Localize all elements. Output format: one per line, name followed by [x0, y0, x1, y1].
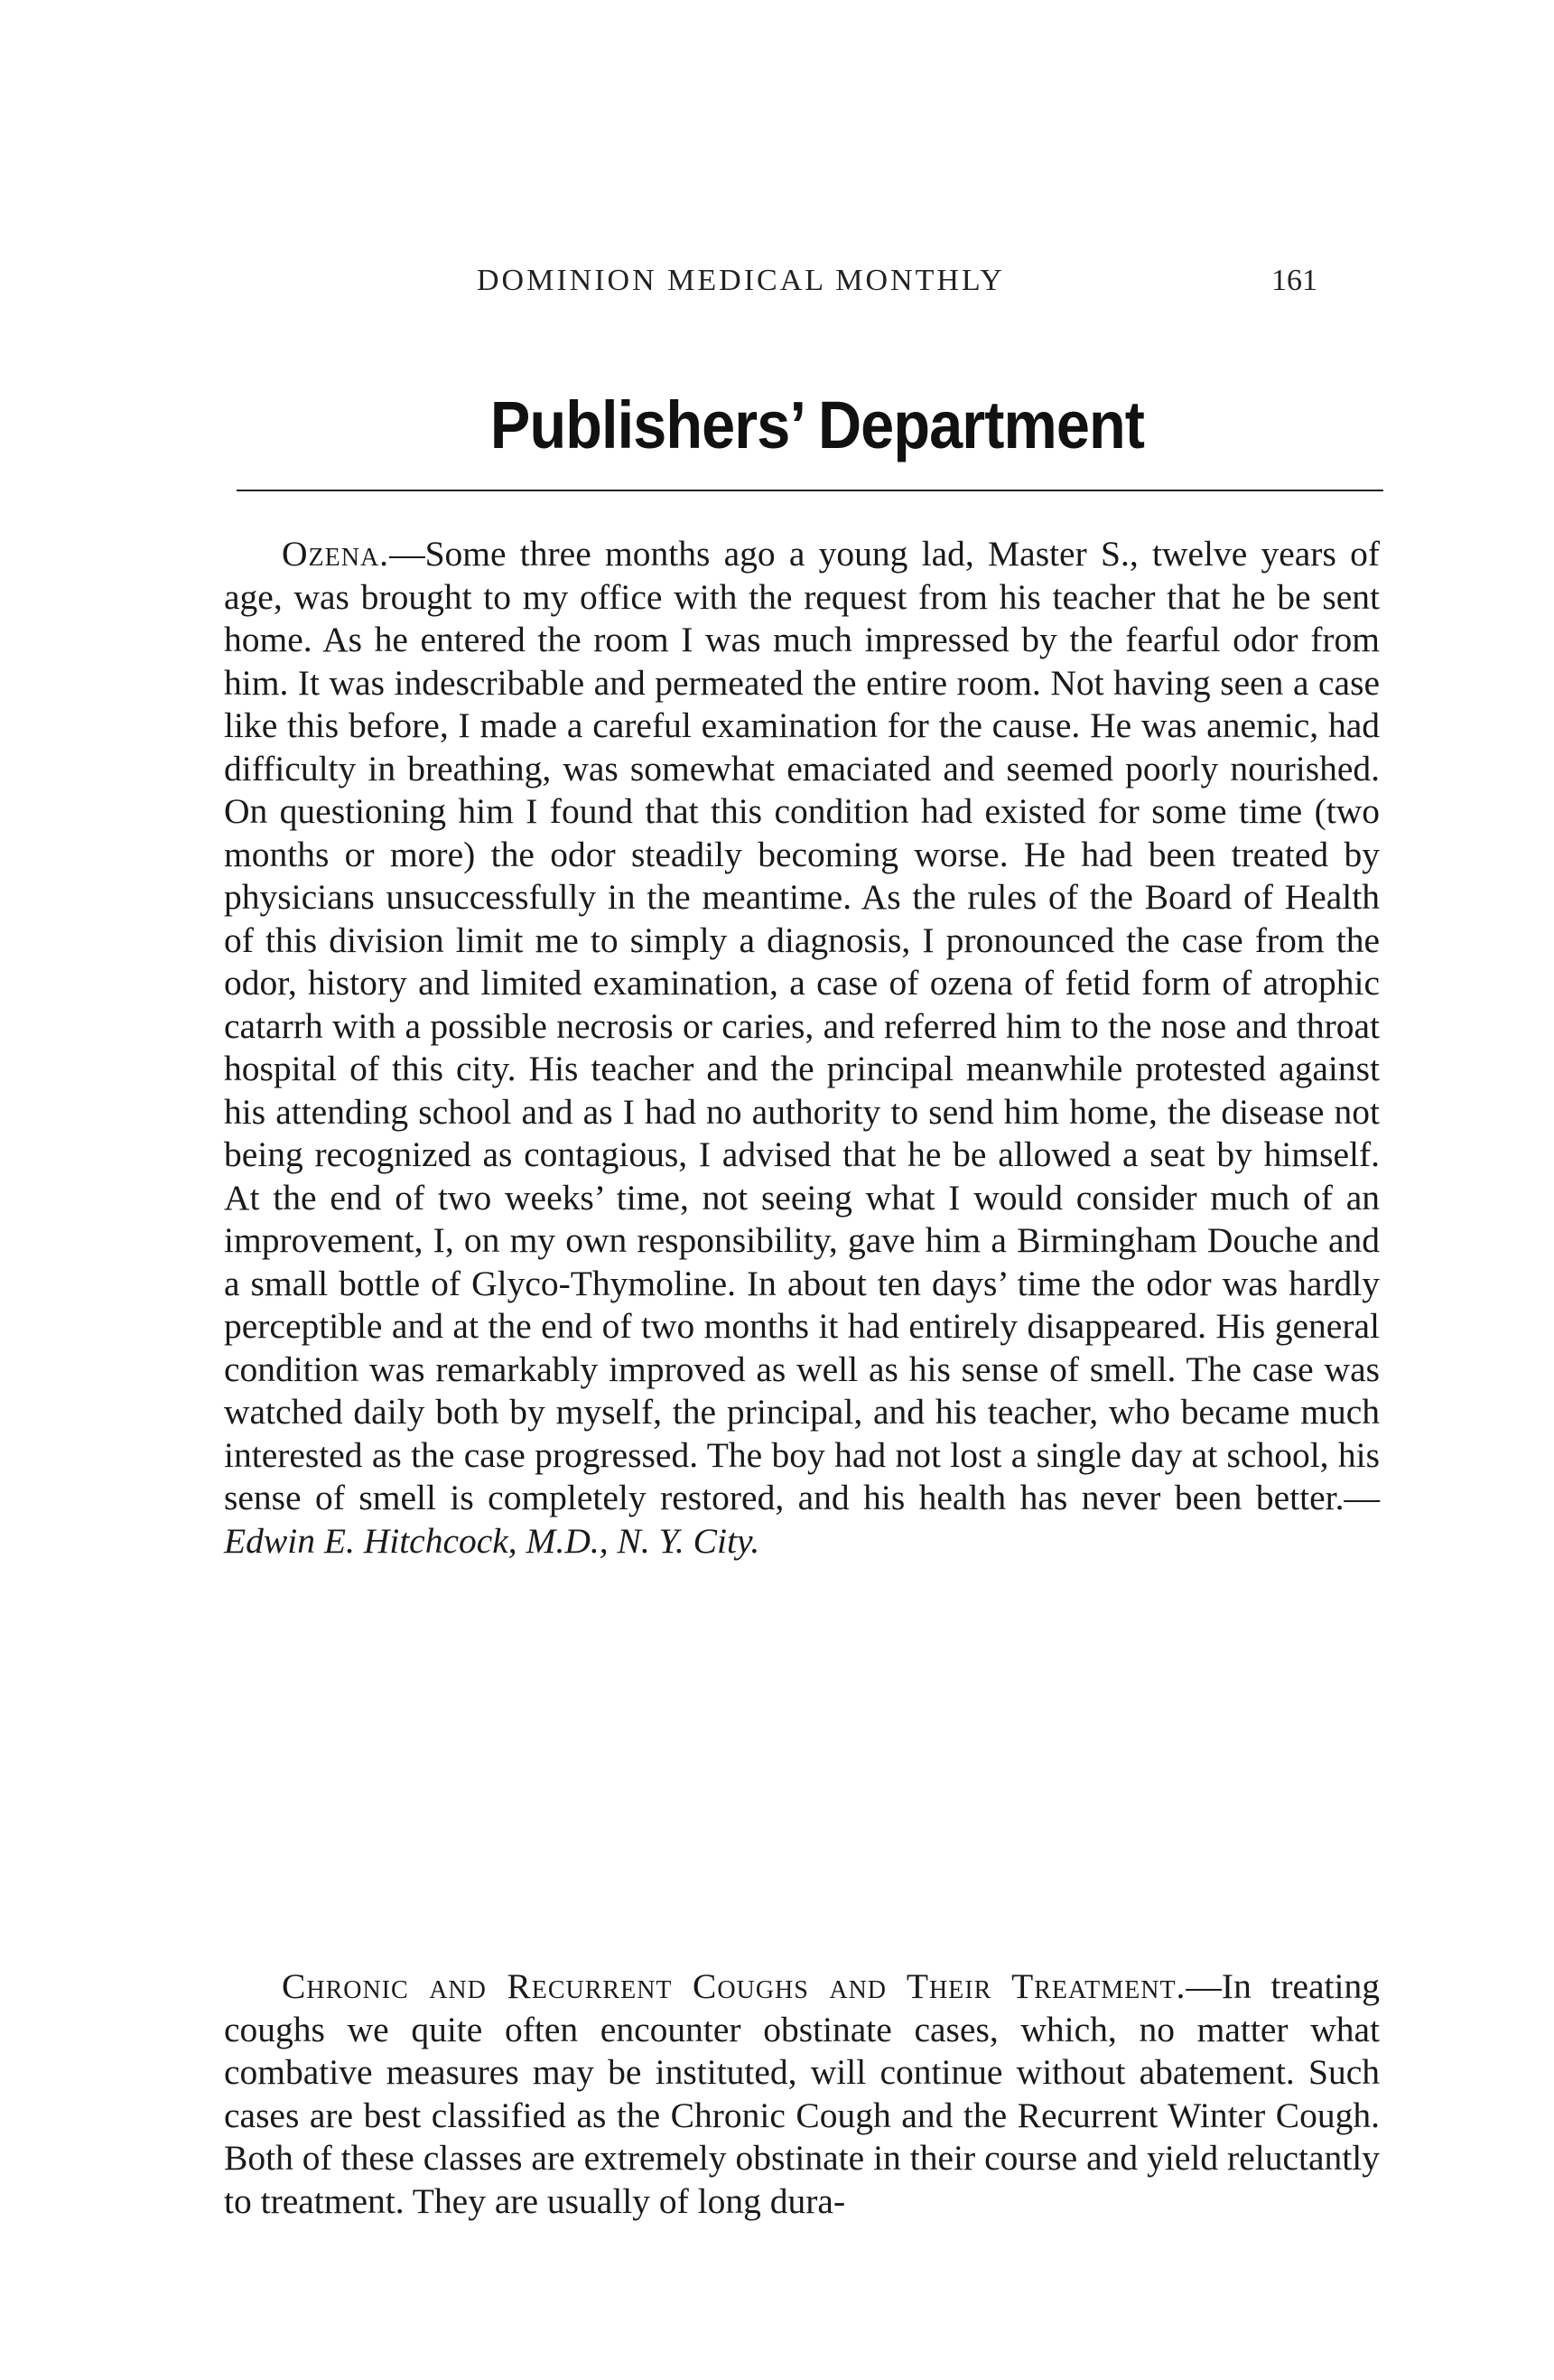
article-heading: Ozena. — [282, 534, 390, 574]
title-rule — [237, 490, 1383, 491]
article-paragraph — [224, 1965, 1380, 2223]
department-title: Publishers’ Department — [489, 387, 1145, 462]
article-paragraph — [224, 533, 1380, 1563]
page-number: 161 — [1271, 264, 1317, 297]
article-chronic-coughs — [224, 1965, 1380, 2223]
running-head-title: DOMINION MEDICAL MONTHLY — [477, 264, 1005, 297]
article-heading: Chronic and Recurrent Coughs and Their Treatment. — [282, 1966, 1186, 2006]
article-body: —In treating coughs we quite often encounter obstinate cases, which, no matter what combative measures may be instituted, will continue without abatement. Such cases are best classified as the Chronic Cough and the Recurrent Winter Cough. Both of these classes are extremely obstinate in their course and yield reluctantly to treatment. They are usually of long dura- — [224, 1966, 1380, 2221]
article-signature: Edwin E. Hitchcock, M.D., N. Y. City. — [224, 1520, 760, 1561]
article-ozena — [224, 533, 1380, 1563]
article-body: —Some three months ago a young lad, Master S., twelve years of age, was brought to my office with the request from his teacher that he be sent home. As he entered the room I was much impressed by the fearful odor from him. It was indescribable and permeated the entire room. Not having seen a case like this before, I made a careful examination for the cause. He was anemic, had difficulty in breathing, was somewhat emaciated and seemed poorly nourished. On questioning him I found that this condition had existed for some time (two months or more) the odor steadily becoming worse. He had been treated by physicians unsuccessfully in the meantime. As the rules of the Board of Health of this division limit me to simply a diagnosis, I pronounced the case from the odor, history and limited examination, a case of ozena of fetid form of atrophic catarrh with a possible necrosis or caries, and referred him to the nose and throat hospital of this city. His teacher and the principal meanwhile protested against his attending school and as I had no authority to send him home, the disease not being recognized as contagious, I advised that he be allowed a seat by himself. At the end of two weeks’ time, not seeing what I would consider much of an improvement, I, on my own responsibility, gave him a Birmingham Douche and a small bottle of Glyco-Thymoline. In about ten days’ time the odor was hardly perceptible and at the end of two months it had entirely disappeared. His general condition was remarkably improved as well as his sense of smell. The case was watched daily both by myself, the principal, and his teacher, who became much interested as the case progressed. The boy had not lost a single day at school, his sense of smell is completely restored, and his health has never been better.— — [224, 534, 1380, 1517]
